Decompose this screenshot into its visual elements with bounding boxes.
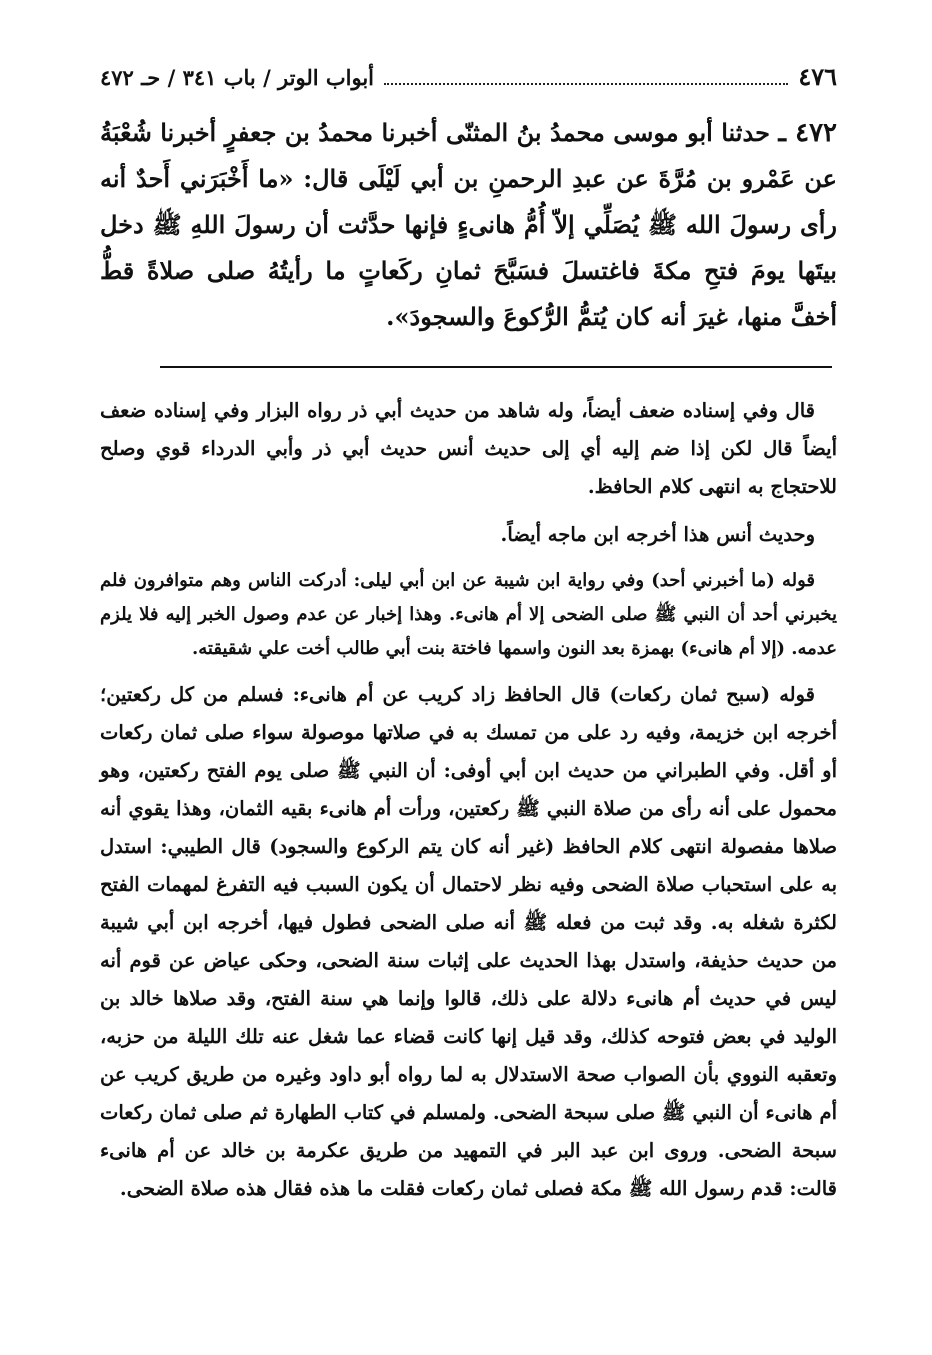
hadith-number: ٤٧٢ ـ <box>778 118 838 148</box>
quoted-phrase: (غير أنه كان يتم الركوع والسجود) <box>269 835 555 858</box>
hadith-text: حدثنا أبو موسى محمدُ بنُ المثنّى أخبرنا محمدُ بن جعفرٍ أخبرنا شُعْبَةُ عن عَمْرو بن مُرَّةَ عن عبدِ الرحمنِ بن أبي لَيْلَى قال: «ما أَخْبَرَني أَحدٌ أنه رأى رسولَ الله ﷺ يُصَلِّي إلاّ أُمُّ هانىءٍ فإنها حدَّثت أن رسولَ اللهِ ﷺ دخل بيتَها يومَ فتحِ مكةَ فاغتسلَ فسَبَّحَ ثمانِ ركَعاتٍ ما رأيتُهُ صلى صلاةً قطُّ أخفَّ منها، غيرَ أنه كان يُتمُّ الرُّكوعَ والسجودَ». <box>100 118 837 331</box>
section-divider <box>160 366 832 368</box>
commentary-text: وحديث أنس هذا أخرجه ابن ماجه أيضاً. <box>500 523 815 546</box>
quoted-phrase: قوله (ما أخبرني أحد) <box>651 570 815 591</box>
commentary-paragraph-1 <box>100 392 837 506</box>
commentary-block <box>100 392 837 1208</box>
header-dotted-leader <box>384 69 788 85</box>
running-header <box>100 62 837 96</box>
commentary-text: قال الطيبي: استدل به على استحباب صلاة الضحى وفيه نظر لاحتمال أن يكون السبب فيه التفرغ لمهمات الفتح لكثرة شغله به. وقد ثبت من فعله ﷺ أنه صلى الضحى فطول فيها، أخرجه ابن أبي شيبة من حديث حذيفة، واستدل بهذا الحديث على إثبات سنة الضحى، وحكى عياض عن قوم أنه ليس في حديث أم هانىء دلالة على ذلك، قالوا وإنما هي سنة الفتح، وقد صلاها خالد بن الوليد في بعض فتوحه كذلك، وقد قيل إنها كانت قضاء عما شغل عنه تلك الليلة من حزبه، وتعقبه النووي بأن الصواب صحة الاستدلال به لما رواه أبو داود وغيره من طريق كريب عن أم هانىء أن النبي ﷺ صلى سبحة الضحى. ولمسلم في كتاب الطهارة ثم صلى ثمان ركعات سبحة الضحى. وروى ابن عبد البر في التمهيد من طريق عكرمة بن خالد عن أم هانىء قالت: قدم رسول الله ﷺ مكة فصلى ثمان ركعات فقلت ما هذه فقال هذه صلاة الضحى. <box>100 835 837 1200</box>
hadith-text-block <box>100 110 837 340</box>
quoted-phrase: قوله (سبح ثمان ركعات) <box>609 683 815 706</box>
section-title: أبواب الوتر / باب ٣٤١ / حـ ٤٧٢ <box>100 65 375 90</box>
commentary-paragraph-2 <box>100 516 837 554</box>
commentary-paragraph-4 <box>100 676 837 1208</box>
quoted-phrase: (إلا أم هانىء) <box>680 638 785 659</box>
commentary-text: قال الحافظ زاد كريب عن أم هانىء: فسلم من كل ركعتين؛ أخرجه ابن خزيمة، وفيه رد على من تمسك به في صلاتها موصولة سواء صلى ثمان ركعات أو أقل. وفي الطبراني من حديث ابن أبي أوفى: أن النبي ﷺ صلى يوم الفتح ركعتين، وهو محمول على أنه رأى من صلاة النبي ﷺ ركعتين، ورأت أم هانىء بقيه الثمان، وهذا يقوي أنه صلاها مفصولة انتهى كلام الحافظ <box>100 683 838 858</box>
commentary-text: قال وفي إسناده ضعف أيضاً، وله شاهد من حديث أبي ذر رواه البزار وفي إسناده ضعف أيضاً قال لكن إذا ضم إليه أي إلى حديث أنس حديث أبي ذر وأبي الدرداء قوي وصلح للاحتجاج به انتهى كلام الحافظ. <box>100 399 837 498</box>
commentary-paragraph-3 <box>100 564 837 666</box>
commentary-text: وفي رواية ابن شيبة عن ابن أبي ليلى: أدركت الناس وهم متوافرون فلم يخبرني أحد أن النبي ﷺ صلى الضحى إلا أم هانىء. وهذا إخبار عن عدم وصول الخبر إليه فلا يلزم عدمه. <box>100 570 837 659</box>
page-number: ٤٧٦ <box>798 62 837 91</box>
commentary-text: بهمزة بعد النون واسمها فاختة بنت أبي طالب أخت علي شقيقته. <box>192 638 681 659</box>
